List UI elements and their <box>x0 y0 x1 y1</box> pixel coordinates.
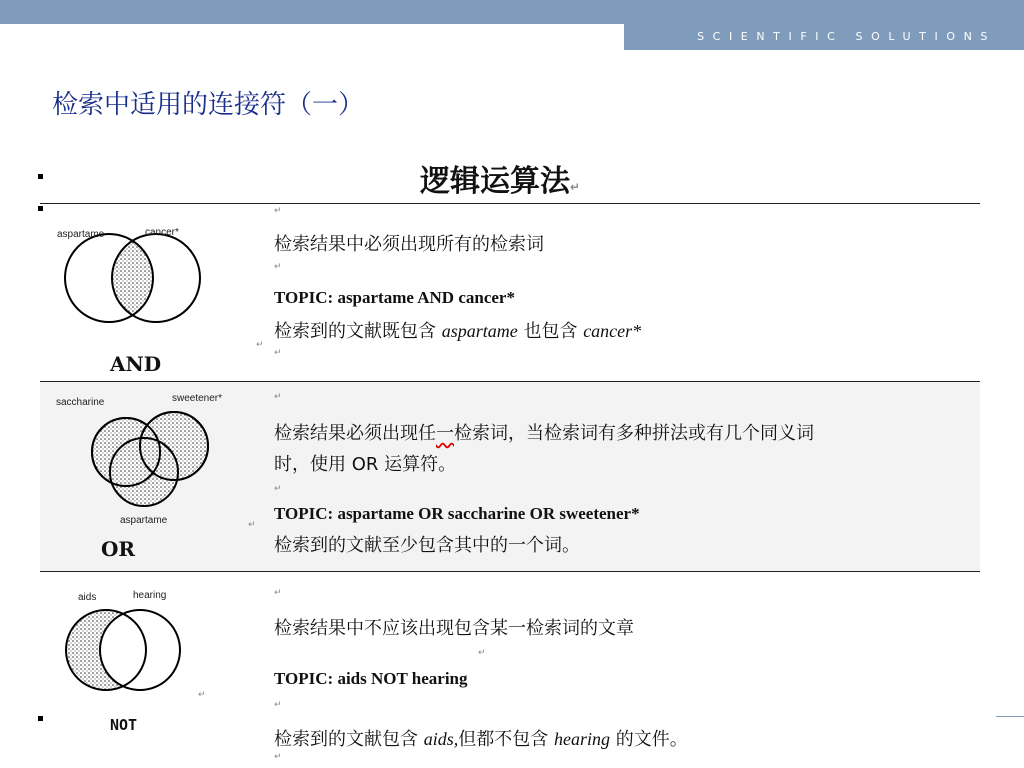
or-venn-label-3: aspartame <box>120 515 168 526</box>
section-heading-text: 逻辑运算法 <box>420 164 570 199</box>
or-operator-label: OR <box>101 537 136 561</box>
bullet-1 <box>38 174 43 179</box>
not-result-term-1: aids, <box>423 729 459 749</box>
not-result-part-1: 检索到的文献包含 <box>274 729 424 750</box>
or-description-line-1 <box>274 419 814 445</box>
table-top-rule <box>40 203 980 204</box>
and-venn-label-left: aspartame <box>57 229 105 240</box>
brand-label: SCIENTIFIC SOLUTIONS <box>624 24 1024 50</box>
and-operator-label: AND <box>110 352 162 376</box>
not-venn-diagram <box>44 596 244 716</box>
header-bar <box>0 0 1024 24</box>
bullet-2 <box>38 206 43 211</box>
section-heading <box>420 156 580 200</box>
and-result-term-1: aspartame <box>441 321 518 341</box>
slide-title: 检索中适用的连接符（一） <box>52 90 365 120</box>
or-description-part-2: 检索词，当检索词有多种拼法或有几个同义词 <box>454 423 814 444</box>
bullet-3 <box>38 716 43 721</box>
and-topic-query: TOPIC: aspartame AND cancer* <box>274 288 515 307</box>
or-description-line-2: 时，使用 OR 运算符。 <box>274 454 457 475</box>
paragraph-mark-icon: ↵ <box>570 180 581 194</box>
return-mark-icon: ↵ <box>274 588 282 598</box>
and-result-part-1: 检索到的文献既包含 <box>274 321 442 342</box>
return-mark-icon: ↵ <box>274 484 282 494</box>
not-venn-label-right: hearing <box>133 590 167 601</box>
corner-accent-line <box>996 716 1024 717</box>
not-description: 检索结果中不应该出现包含某一检索词的文章 <box>274 618 634 639</box>
and-venn-label-right: cancer* <box>145 227 179 238</box>
or-result: 检索到的文献至少包含其中的一个词。 <box>274 535 580 556</box>
return-mark-icon: ↵ <box>274 700 282 710</box>
return-mark-icon: ↵ <box>274 262 282 272</box>
return-mark-icon: ↵ <box>274 392 282 402</box>
or-circle-bottom <box>110 438 178 506</box>
or-description-part-1: 检索结果必须出现任 <box>274 423 436 444</box>
table-rule-3 <box>40 571 980 572</box>
not-result-part-2: 但都不包含 <box>458 729 554 750</box>
not-result-term-2: hearing <box>553 729 610 749</box>
return-mark-icon: ↵ <box>248 520 256 530</box>
or-topic-query: TOPIC: aspartame OR saccharine OR sweetener* <box>274 504 640 523</box>
not-venn-label-left: aids <box>78 592 97 603</box>
return-mark-icon: ↵ <box>478 648 486 658</box>
return-mark-icon: ↵ <box>274 752 282 762</box>
not-result <box>274 725 688 751</box>
not-operator-label: NOT <box>110 716 138 734</box>
and-result-term-2: cancer* <box>583 321 642 341</box>
return-mark-icon: ↵ <box>274 206 282 216</box>
return-mark-icon: ↵ <box>198 690 206 700</box>
not-topic-query: TOPIC: aids NOT hearing <box>274 669 468 688</box>
or-venn-label-1: saccharine <box>56 397 105 408</box>
or-description-marked: 一 <box>436 423 454 444</box>
return-mark-icon: ↵ <box>256 340 264 350</box>
and-description: 检索结果中必须出现所有的检索词 <box>274 234 544 255</box>
table-rule-2 <box>40 381 980 382</box>
or-venn-label-2: sweetener* <box>172 393 223 404</box>
return-mark-icon: ↵ <box>274 348 282 358</box>
not-result-part-3: 的文件。 <box>609 729 688 750</box>
and-result <box>274 317 641 343</box>
and-result-part-2: 也包含 <box>517 321 584 342</box>
